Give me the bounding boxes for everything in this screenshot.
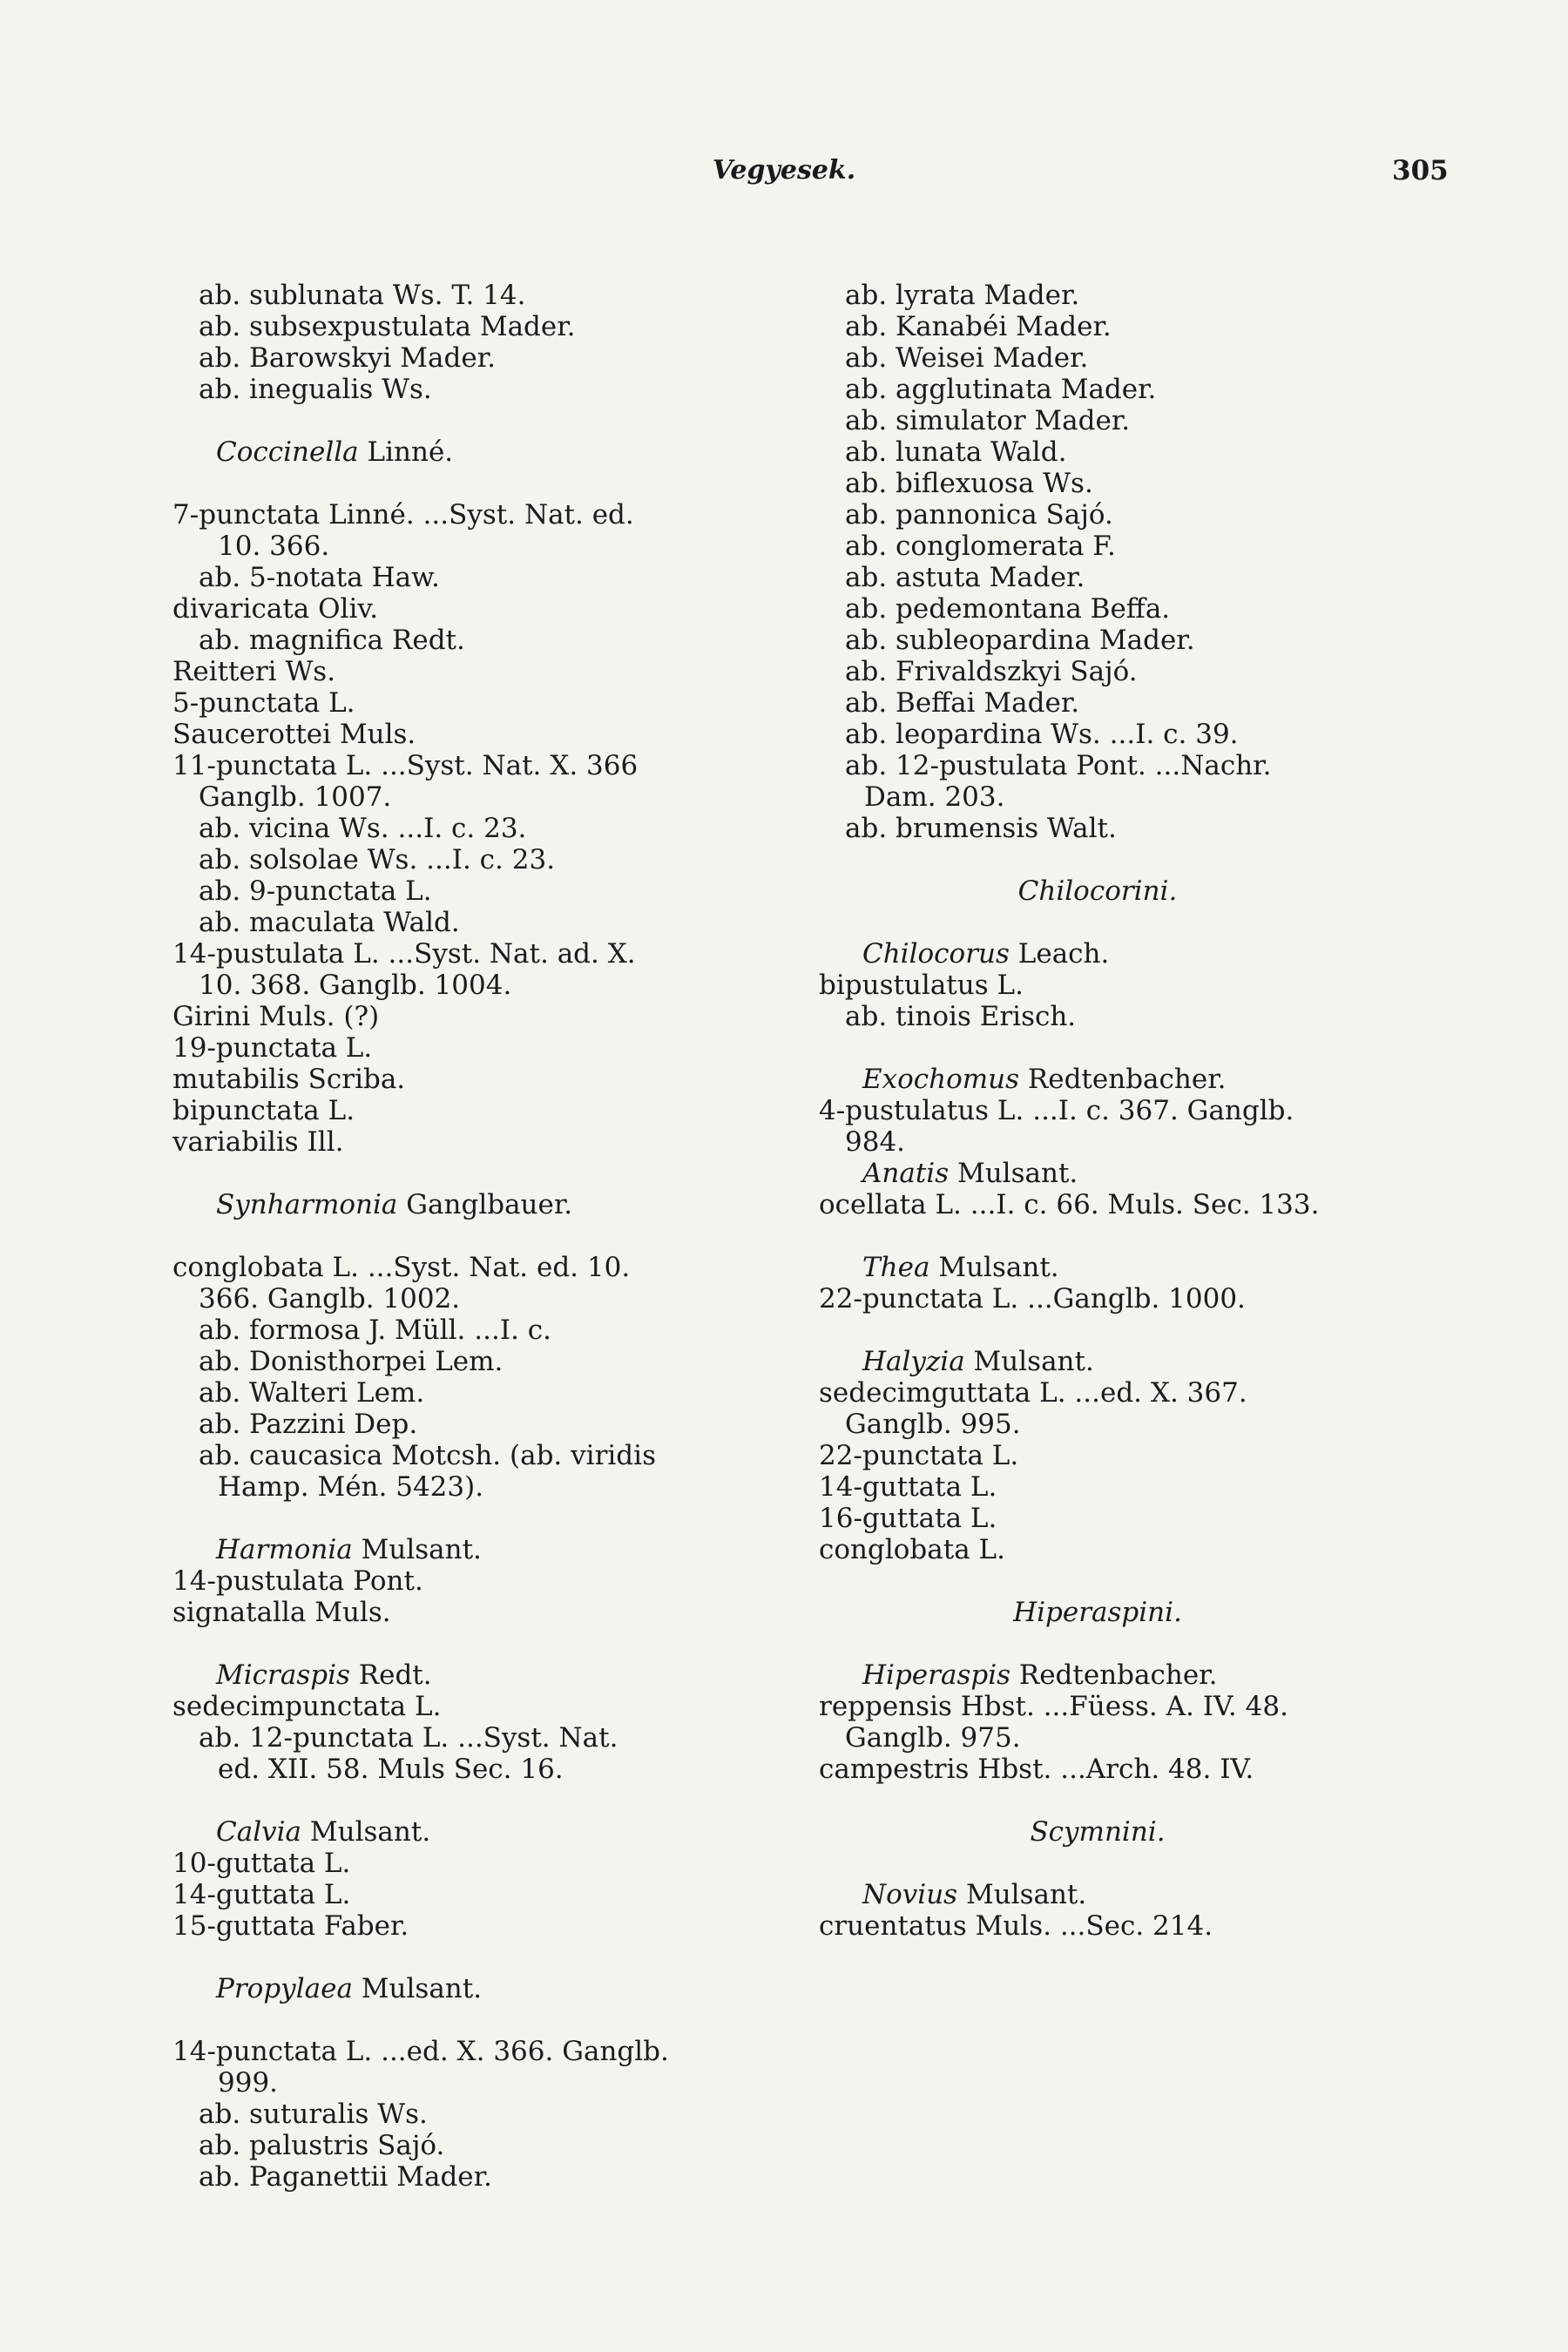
genus-name: Propylaea bbox=[216, 1973, 353, 2004]
spacer bbox=[172, 1503, 782, 1534]
spacer bbox=[819, 1565, 1429, 1597]
taxon-line: ab. pannonica Sajó. bbox=[845, 499, 1113, 531]
genus-heading bbox=[819, 1158, 1429, 1189]
taxon-line: variabilis Ill. bbox=[172, 1126, 344, 1158]
spacer bbox=[172, 1158, 782, 1189]
genus-name: Hiperaspis bbox=[862, 1659, 1011, 1691]
spacer bbox=[172, 1628, 782, 1659]
taxon-line: 999. bbox=[218, 2067, 279, 2099]
genus-heading bbox=[172, 1816, 782, 1848]
taxon-line: 15-guttata Faber. bbox=[172, 1910, 409, 1942]
taxon-line: 19-punctata L. bbox=[172, 1032, 373, 1064]
genus-heading bbox=[172, 1659, 782, 1691]
taxon-line: mutabilis Scriba. bbox=[172, 1064, 406, 1095]
spacer bbox=[819, 1315, 1429, 1346]
genus-name: Chilocorus bbox=[862, 938, 1010, 970]
running-title: Vegyesek. bbox=[712, 155, 856, 186]
taxon-line: sedecimpunctata L. bbox=[172, 1691, 442, 1722]
genus-author: Linné. bbox=[358, 436, 454, 468]
spacer bbox=[172, 468, 782, 499]
genus-author: Mulsant. bbox=[957, 1879, 1087, 1910]
taxon-line: ab. formosa J. Müll. ...I. c. bbox=[199, 1315, 551, 1346]
taxon-line: 7-punctata Linné. ...Syst. Nat. ed. bbox=[172, 499, 634, 531]
taxon-line: ab. astuta Mader. bbox=[845, 562, 1085, 593]
taxon-line: ab. 5-notata Haw. bbox=[199, 562, 440, 593]
taxon-line: bipunctata L. bbox=[172, 1095, 355, 1126]
spacer bbox=[172, 1785, 782, 1816]
taxon-line: ab. agglutinata Mader. bbox=[845, 374, 1157, 405]
tribe-heading: Scymnini. bbox=[1030, 1816, 1166, 1848]
taxon-line: 984. bbox=[845, 1126, 906, 1158]
spacer bbox=[819, 1785, 1429, 1816]
left-column bbox=[172, 280, 782, 2193]
genus-heading bbox=[819, 1064, 1429, 1095]
taxon-line: 14-pustulata L. ...Syst. Nat. ad. X. bbox=[172, 938, 636, 970]
taxon-line: ab. Paganettii Mader. bbox=[199, 2161, 492, 2193]
spacer bbox=[172, 1942, 782, 1973]
spacer bbox=[819, 907, 1429, 938]
taxon-line: signatalla Muls. bbox=[172, 1597, 391, 1628]
taxon-line: cruentatus Muls. ...Sec. 214. bbox=[819, 1910, 1213, 1942]
taxon-line: ab. biflexuosa Ws. bbox=[845, 468, 1093, 499]
taxon-line: 14-guttata L. bbox=[819, 1471, 997, 1503]
taxon-line: ab. Kanabéi Mader. bbox=[845, 311, 1112, 342]
taxon-line: 16-guttata L. bbox=[819, 1503, 997, 1534]
genus-author: Leach. bbox=[1009, 938, 1110, 970]
taxon-line: Reitteri Ws. bbox=[172, 656, 336, 687]
genus-heading bbox=[819, 1252, 1429, 1283]
taxon-line: ab. magnifica Redt. bbox=[199, 625, 465, 656]
taxon-line: ab. brumensis Walt. bbox=[845, 813, 1117, 844]
taxon-line: ab. tinois Erisch. bbox=[845, 1001, 1077, 1032]
spacer bbox=[819, 1220, 1429, 1252]
taxon-line: ocellata L. ...I. c. 66. Muls. Sec. 133. bbox=[819, 1189, 1320, 1220]
taxon-line: ab. Walteri Lem. bbox=[199, 1377, 425, 1409]
taxon-line: ab. caucasica Motcsh. (ab. viridis bbox=[199, 1440, 656, 1471]
genus-author: Redtenbacher. bbox=[1010, 1659, 1218, 1691]
taxon-line: ab. vicina Ws. ...I. c. 23. bbox=[199, 813, 527, 844]
genus-author: Mulsant. bbox=[352, 1973, 483, 2004]
genus-heading bbox=[819, 938, 1429, 970]
genus-name: Harmonia bbox=[216, 1534, 353, 1565]
taxon-line: ab. subsexpustulata Mader. bbox=[199, 311, 576, 342]
taxon-line: ab. conglomerata F. bbox=[845, 531, 1116, 562]
taxon-line: Saucerottei Muls. bbox=[172, 719, 416, 750]
spacer bbox=[172, 1220, 782, 1252]
genus-author: Redt. bbox=[349, 1659, 432, 1691]
genus-author: Mulsant. bbox=[964, 1346, 1094, 1377]
taxon-line: 14-punctata L. ...ed. X. 366. Ganglb. bbox=[172, 2036, 669, 2067]
spacer bbox=[172, 405, 782, 436]
taxon-line: Ganglb. 995. bbox=[845, 1409, 1021, 1440]
taxon-line: ab. Barowskyi Mader. bbox=[199, 342, 496, 374]
taxon-line: conglobata L. bbox=[819, 1534, 1005, 1565]
taxon-line: Hamp. Mén. 5423). bbox=[218, 1471, 484, 1503]
taxon-line: ab. Donisthorpei Lem. bbox=[199, 1346, 504, 1377]
taxon-line: 22-punctata L. ...Ganglb. 1000. bbox=[819, 1283, 1246, 1315]
spacer bbox=[172, 2004, 782, 2036]
taxon-line: ab. solsolae Ws. ...I. c. 23. bbox=[199, 844, 556, 875]
taxon-line: 366. Ganglb. 1002. bbox=[199, 1283, 461, 1315]
taxon-line: 14-pustulata Pont. bbox=[172, 1565, 423, 1597]
taxon-line: ab. leopardina Ws. ...I. c. 39. bbox=[845, 719, 1239, 750]
taxon-line: ab. suturalis Ws. bbox=[199, 2099, 428, 2130]
taxon-line: ab. pedemontana Beffa. bbox=[845, 593, 1171, 625]
taxon-line: ab. Pazzini Dep. bbox=[199, 1409, 418, 1440]
genus-name: Anatis bbox=[862, 1158, 950, 1189]
genus-heading bbox=[172, 1189, 782, 1220]
genus-name: Coccinella bbox=[216, 436, 359, 468]
taxon-line: 22-punctata L. bbox=[819, 1440, 1019, 1471]
taxon-line: ab. lyrata Mader. bbox=[845, 280, 1080, 311]
genus-heading bbox=[819, 1346, 1429, 1377]
spacer bbox=[819, 1848, 1429, 1879]
spacer bbox=[819, 844, 1429, 875]
genus-name: Exochomus bbox=[862, 1064, 1020, 1095]
genus-author: Mulsant. bbox=[929, 1252, 1059, 1283]
genus-name: Calvia bbox=[216, 1816, 302, 1848]
taxon-line: ab. inegualis Ws. bbox=[199, 374, 432, 405]
genus-author: Mulsant. bbox=[352, 1534, 482, 1565]
taxon-line: campestris Hbst. ...Arch. 48. IV. bbox=[819, 1754, 1254, 1785]
genus-heading bbox=[172, 436, 782, 468]
genus-name: Thea bbox=[862, 1252, 930, 1283]
taxon-line: ab. 12-punctata L. ...Syst. Nat. bbox=[199, 1722, 618, 1754]
taxon-line: Ganglb. 975. bbox=[845, 1722, 1021, 1754]
genus-author: Redtenbacher. bbox=[1019, 1064, 1227, 1095]
taxon-line: ed. XII. 58. Muls Sec. 16. bbox=[218, 1754, 564, 1785]
taxon-line: sedecimguttata L. ...ed. X. 367. bbox=[819, 1377, 1247, 1409]
taxon-line: conglobata L. ...Syst. Nat. ed. 10. bbox=[172, 1252, 631, 1283]
genus-name: Micraspis bbox=[216, 1659, 350, 1691]
taxon-line: 10-guttata L. bbox=[172, 1848, 351, 1879]
taxon-line: ab. sublunata Ws. T. 14. bbox=[199, 280, 526, 311]
taxon-line: ab. simulator Mader. bbox=[845, 405, 1131, 436]
taxon-line: ab. 12-pustulata Pont. ...Nachr. bbox=[845, 750, 1272, 781]
taxon-line: ab. Frivaldszkyi Sajó. bbox=[845, 656, 1138, 687]
genus-heading bbox=[819, 1659, 1429, 1691]
right-column bbox=[819, 280, 1429, 1942]
tribe-heading: Chilocorini. bbox=[1017, 875, 1178, 907]
taxon-line: Girini Muls. (?) bbox=[172, 1001, 380, 1032]
genus-heading bbox=[172, 1534, 782, 1565]
taxon-line: 10. 368. Ganglb. 1004. bbox=[199, 970, 512, 1001]
taxon-line: 5-punctata L. bbox=[172, 687, 355, 719]
taxon-line: 14-guttata L. bbox=[172, 1879, 351, 1910]
tribe-heading: Hiperaspini. bbox=[1013, 1597, 1182, 1628]
genus-author: Mulsant. bbox=[301, 1816, 431, 1848]
taxon-line: ab. palustris Sajó. bbox=[199, 2130, 445, 2161]
taxon-line: 4-pustulatus L. ...I. c. 367. Ganglb. bbox=[819, 1095, 1294, 1126]
taxon-line: ab. 9-punctata L. bbox=[199, 875, 432, 907]
genus-author: Ganglbauer. bbox=[397, 1189, 573, 1220]
taxon-line: ab. Weisei Mader. bbox=[845, 342, 1089, 374]
taxon-line: 10. 366. bbox=[218, 531, 330, 562]
genus-author: Mulsant. bbox=[949, 1158, 1078, 1189]
genus-name: Synharmonia bbox=[216, 1189, 398, 1220]
page-number: 305 bbox=[1392, 155, 1449, 186]
taxon-line: divaricata Oliv. bbox=[172, 593, 379, 625]
taxon-line: ab. lunata Wald. bbox=[845, 436, 1067, 468]
taxon-line: 11-punctata L. ...Syst. Nat. X. 366 bbox=[172, 750, 639, 781]
taxon-line: Dam. 203. bbox=[864, 781, 1005, 813]
taxon-line: bipustulatus L. bbox=[819, 970, 1024, 1001]
taxon-line: ab. Beffai Mader. bbox=[845, 687, 1080, 719]
spacer bbox=[819, 1628, 1429, 1659]
spacer bbox=[819, 1032, 1429, 1064]
genus-heading bbox=[819, 1879, 1429, 1910]
taxon-line: ab. maculata Wald. bbox=[199, 907, 460, 938]
genus-heading bbox=[172, 1973, 782, 2004]
genus-name: Halyzia bbox=[862, 1346, 965, 1377]
taxon-line: ab. subleopardina Mader. bbox=[845, 625, 1195, 656]
taxon-line: reppensis Hbst. ...Füess. A. IV. 48. bbox=[819, 1691, 1288, 1722]
genus-name: Novius bbox=[862, 1879, 958, 1910]
taxon-line: Ganglb. 1007. bbox=[199, 781, 392, 813]
